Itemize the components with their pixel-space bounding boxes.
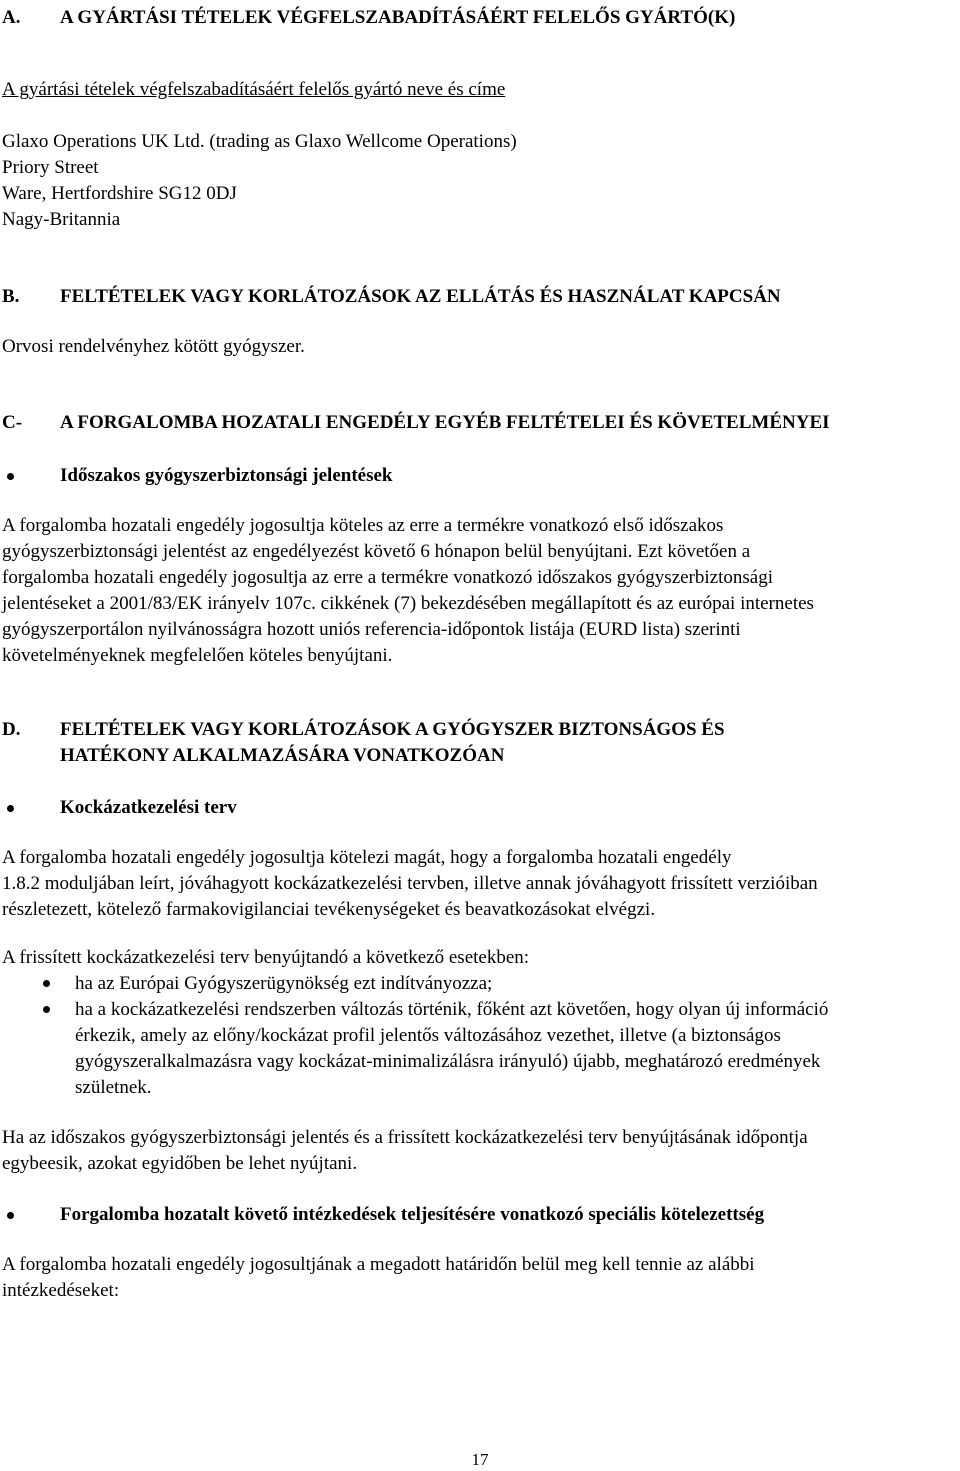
- section-d-heading: FELTÉTELEK VAGY KORLÁTOZÁSOK A GYÓGYSZER BIZTONSÁGOS ÉS: [60, 719, 725, 740]
- section-b-letter: B.: [2, 286, 20, 307]
- section-c-bullet-title: Időszakos gyógyszerbiztonsági jelentések: [60, 465, 393, 486]
- bullet-icon: [43, 980, 50, 987]
- list-item-line: érkezik, amely az előny/kockázat profil jelentős változásához vezethet, illetve (a biztonságos: [75, 1025, 781, 1046]
- address-line: Nagy-Britannia: [2, 209, 121, 230]
- section-d-para1-line: A forgalomba hozatali engedély jogosultja kötelezi magát, hogy a forgalomba hozatali engedély: [2, 847, 732, 868]
- address-line: Ware, Hertfordshire SG12 0DJ: [2, 183, 237, 204]
- section-d-para1-line: részletezett, kötelező farmakovigilanciai tevékenységeket és beavatkozásokat elvégzi.: [2, 899, 656, 920]
- list-item-line: születnek.: [75, 1077, 152, 1098]
- list-item-line: ha a kockázatkezelési rendszerben változás történik, főként azt követően, hogy olyan új információ: [75, 999, 829, 1020]
- section-a-letter: A.: [2, 7, 21, 28]
- section-d-para4-line: intézkedéseket:: [2, 1280, 120, 1301]
- section-c-heading: A FORGALOMBA HOZATALI ENGEDÉLY EGYÉB FELTÉTELEI ÉS KÖVETELMÉNYEI: [60, 412, 830, 433]
- section-c-line: jelentéseket a 2001/83/EK irányelv 107c. cikkének (7) bekezdésében megállapított és az európai internetes: [2, 593, 814, 614]
- section-c-line: gyógyszerbiztonsági jelentést az engedélyezést követő 6 hónapon belül benyújtani. Ezt követően a: [2, 541, 751, 562]
- section-c-line: követelményeknek megfelelően köteles benyújtani.: [2, 645, 393, 666]
- section-d-para3-line: egybeesik, azokat egyidőben be lehet nyújtani.: [2, 1153, 358, 1174]
- section-d-para3-line: Ha az időszakos gyógyszerbiztonsági jelentés és a frissített kockázatkezelési terv benyújtásának időpontja: [2, 1127, 808, 1148]
- section-d-para1-line: 1.8.2 moduljában leírt, jóváhagyott kockázatkezelési tervben, illetve annak jóváhagyott frissített verzióiban: [2, 873, 818, 894]
- section-d-para4-line: A forgalomba hozatali engedély jogosultjának a megadott határidőn belül meg kell tennie az alábbi: [2, 1254, 755, 1275]
- section-d-letter: D.: [2, 719, 21, 740]
- page-number: 17: [471, 1450, 489, 1469]
- list-item-line: gyógyszeralkalmazásra vagy kockázat-minimalizálásra irányuló) újabb, meghatározó eredmények: [75, 1051, 821, 1072]
- bullet-icon: [43, 1006, 50, 1013]
- section-d-bullet2-title: Forgalomba hozatalt követő intézkedések teljesítésére vonatkozó speciális kötelezettség: [60, 1204, 765, 1225]
- bullet-icon: [7, 1212, 14, 1219]
- section-d-para2-intro: A frissített kockázatkezelési terv benyújtandó a következő esetekben:: [2, 947, 530, 968]
- section-d-heading: HATÉKONY ALKALMAZÁSÁRA VONATKOZÓAN: [60, 745, 505, 766]
- section-a-heading: A GYÁRTÁSI TÉTELEK VÉGFELSZABADÍTÁSÁÉRT FELELŐS GYÁRTÓ(K): [60, 7, 736, 28]
- list-item: ha az Európai Gyógyszerügynökség ezt indítványozza;: [75, 973, 493, 994]
- address-line: Priory Street: [2, 157, 99, 178]
- section-c-line: forgalomba hozatali engedély jogosultja az erre a termékre vonatkozó időszakos gyógyszerbiztonsági: [2, 567, 773, 588]
- section-c-letter: C-: [2, 412, 23, 433]
- section-c-line: gyógyszerportálon nyilvánosságra hozott uniós referencia-időpontok listája (EURD lista) szerinti: [2, 619, 741, 640]
- bullet-icon: [7, 805, 14, 812]
- section-c-line: A forgalomba hozatali engedély jogosultja köteles az erre a termékre vonatkozó első időszakos: [2, 515, 724, 536]
- section-b-heading: FELTÉTELEK VAGY KORLÁTOZÁSOK AZ ELLÁTÁS ÉS HASZNÁLAT KAPCSÁN: [60, 286, 781, 307]
- address-line: Glaxo Operations UK Ltd. (trading as Glaxo Wellcome Operations): [2, 131, 517, 152]
- bullet-icon: [7, 473, 14, 480]
- section-a-subheading: A gyártási tételek végfelszabadításáért felelős gyártó neve és címe: [2, 79, 506, 100]
- section-d-bullet-title: Kockázatkezelési terv: [60, 797, 237, 818]
- section-b-text: Orvosi rendelvényhez kötött gyógyszer.: [2, 336, 305, 357]
